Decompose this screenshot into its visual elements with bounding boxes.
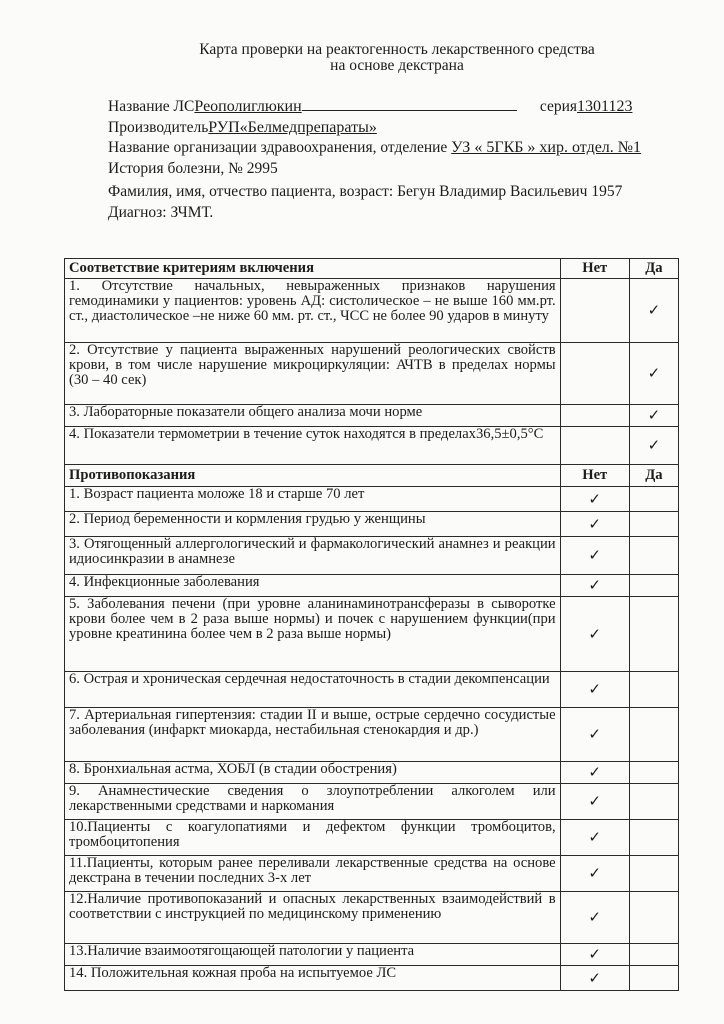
table-row [65,487,679,512]
table-row [65,597,679,672]
inclusion-header-row [65,259,679,279]
manufacturer-value: РУП«Белмедпрепараты» [208,118,377,136]
contraindications-header-row [65,465,679,487]
criterion-text: 3. Отягощенный аллергологический и фармакологический анамнез и реакции идиосинкразии в анамнезе [65,537,561,575]
yes-cell [629,537,678,575]
no-cell [560,343,629,405]
no-cell: ✓ [560,708,629,762]
inclusion-yes-header: Да [629,259,678,279]
yes-cell [629,966,678,991]
contraindications-header-no: Нет [560,465,629,487]
criterion-text: 4. Инфекционные заболевания [65,575,561,597]
drug-value: Реополиглюкин [194,98,302,115]
criterion-text: 13.Наличие взаимоотягощающей патологии у пациента [65,944,561,966]
no-cell [560,405,629,427]
criterion-text: 14. Положительная кожная проба на испытуемое ЛС [65,966,561,991]
no-cell [560,427,629,465]
table-row [65,820,679,856]
table-row [65,427,679,465]
table-row [65,405,679,427]
contraindications-header-yes: Да [629,465,678,487]
inclusion-no-header: Нет [560,259,629,279]
table-row [65,762,679,784]
yes-cell [629,762,678,784]
yes-cell [629,597,678,672]
no-cell: ✓ [560,512,629,537]
no-cell: ✓ [560,892,629,944]
drug-underline [302,96,517,111]
no-cell: ✓ [560,762,629,784]
criterion-text: 9. Анамнестические сведения о злоупотреблении алкоголем или лекарственными средствами и наркомания [65,784,561,820]
diagnosis-line: Диагноз: ЗЧМТ. [108,203,214,221]
title-line-2: на основе декстрана [330,57,464,74]
criterion-text: 4. Показатели термометрии в течение суток находятся в пределах36,5±0,5°С [65,427,561,465]
org-value: УЗ « 5ГКБ » хир. отдел. №1 [451,139,642,156]
criterion-text: 3. Лабораторные показатели общего анализа мочи норме [65,405,561,427]
criterion-text: 6. Острая и хроническая сердечная недостаточность в стадии декомпенсации [65,672,561,708]
table-row [65,784,679,820]
criterion-text: 1. Отсутствие начальных, невыраженных признаков нарушения гемодинамики у пациентов: уровень АД: систолическое – не выше 160 мм.рт. ст., диастолическое –не ниже 60 мм. рт. ст., ЧСС не более 90 ударов в минуту [65,279,561,343]
yes-cell [629,784,678,820]
patient-line: Фамилия, имя, отчество пациента, возраст: Бегун Владимир Васильевич 1957 [108,183,623,200]
table-row [65,708,679,762]
yes-cell: ✓ [629,343,678,405]
table-row [65,512,679,537]
yes-cell [629,575,678,597]
criterion-text: 5. Заболевания печени (при уровне аланинаминотрансферазы в сыворотке крови более чем в 2 раза выше нормы) и почек с нарушением функции(при уровне креатинина более чем в 2 раза выше нормы) [65,597,561,672]
no-cell: ✓ [560,856,629,892]
drug-line [108,96,708,118]
criterion-text: 1. Возраст пациента моложе 18 и старше 70 лет [65,487,561,512]
document-title [0,42,724,74]
table-row [65,279,679,343]
drug-label: Название ЛС [108,98,195,115]
criterion-text: 2. Период беременности и кормления грудью у женщины [65,512,561,537]
patient-info [108,96,708,223]
manufacturer-label: Производитель [108,118,209,136]
no-cell: ✓ [560,597,629,672]
yes-cell [629,512,678,537]
no-cell: ✓ [560,820,629,856]
table-row [65,575,679,597]
org-label: Название организации здравоохранения, отделение [108,139,448,156]
yes-cell [629,892,678,944]
no-cell: ✓ [560,784,629,820]
criterion-text: 7. Артериальная гипертензия: стадии II и выше, острые сердечно сосудистые заболевания (инфаркт миокарда, нестабильная стенокардия и др.) [65,708,561,762]
no-cell: ✓ [560,672,629,708]
history-line: История болезни, № 2995 [108,159,278,177]
organization-line [108,138,708,159]
criterion-text: 12.Наличие противопоказаний и опасных лекарственных взаимодействий в соответствии с инструкцией по медицинскому применению [65,892,561,944]
criteria-table-body [65,259,679,991]
yes-cell: ✓ [629,427,678,465]
yes-cell [629,487,678,512]
no-cell: ✓ [560,487,629,512]
series-value: 1301123 [577,98,633,115]
yes-cell: ✓ [629,405,678,427]
criterion-text: 11.Пациенты, которым ранее переливали лекарственные средства на основе декстрана в течении последних 3-х лет [65,856,561,892]
title-line-1: Карта проверки на реактогенность лекарственного средства [199,41,595,58]
table-row [65,672,679,708]
yes-cell: ✓ [629,279,678,343]
manufacturer-line [108,118,708,139]
criterion-text: 2. Отсутствие у пациента выраженных нарушений реологических свойств крови, в том числе нарушение микроциркуляции: АЧТВ в пределах нормы (30 – 40 сек) [65,343,561,405]
inclusion-header: Соответствие критериям включения [65,259,561,279]
yes-cell [629,944,678,966]
yes-cell [629,708,678,762]
criteria-table [64,258,679,991]
table-row [65,892,679,944]
yes-cell [629,856,678,892]
no-cell: ✓ [560,944,629,966]
table-row [65,537,679,575]
no-cell: ✓ [560,537,629,575]
table-row [65,856,679,892]
no-cell: ✓ [560,575,629,597]
table-row [65,966,679,991]
series-label: серия [539,98,578,115]
table-row [65,944,679,966]
criterion-text: 10.Пациенты с коагулопатиями и дефектом функции тромбоцитов, тромбоцитопения [65,820,561,856]
yes-cell [629,672,678,708]
yes-cell [629,820,678,856]
no-cell: ✓ [560,966,629,991]
table-row [65,343,679,405]
criterion-text: 8. Бронхиальная астма, ХОБЛ (в стадии обострения) [65,762,561,784]
no-cell [560,279,629,343]
contraindications-header: Противопоказания [65,465,561,487]
